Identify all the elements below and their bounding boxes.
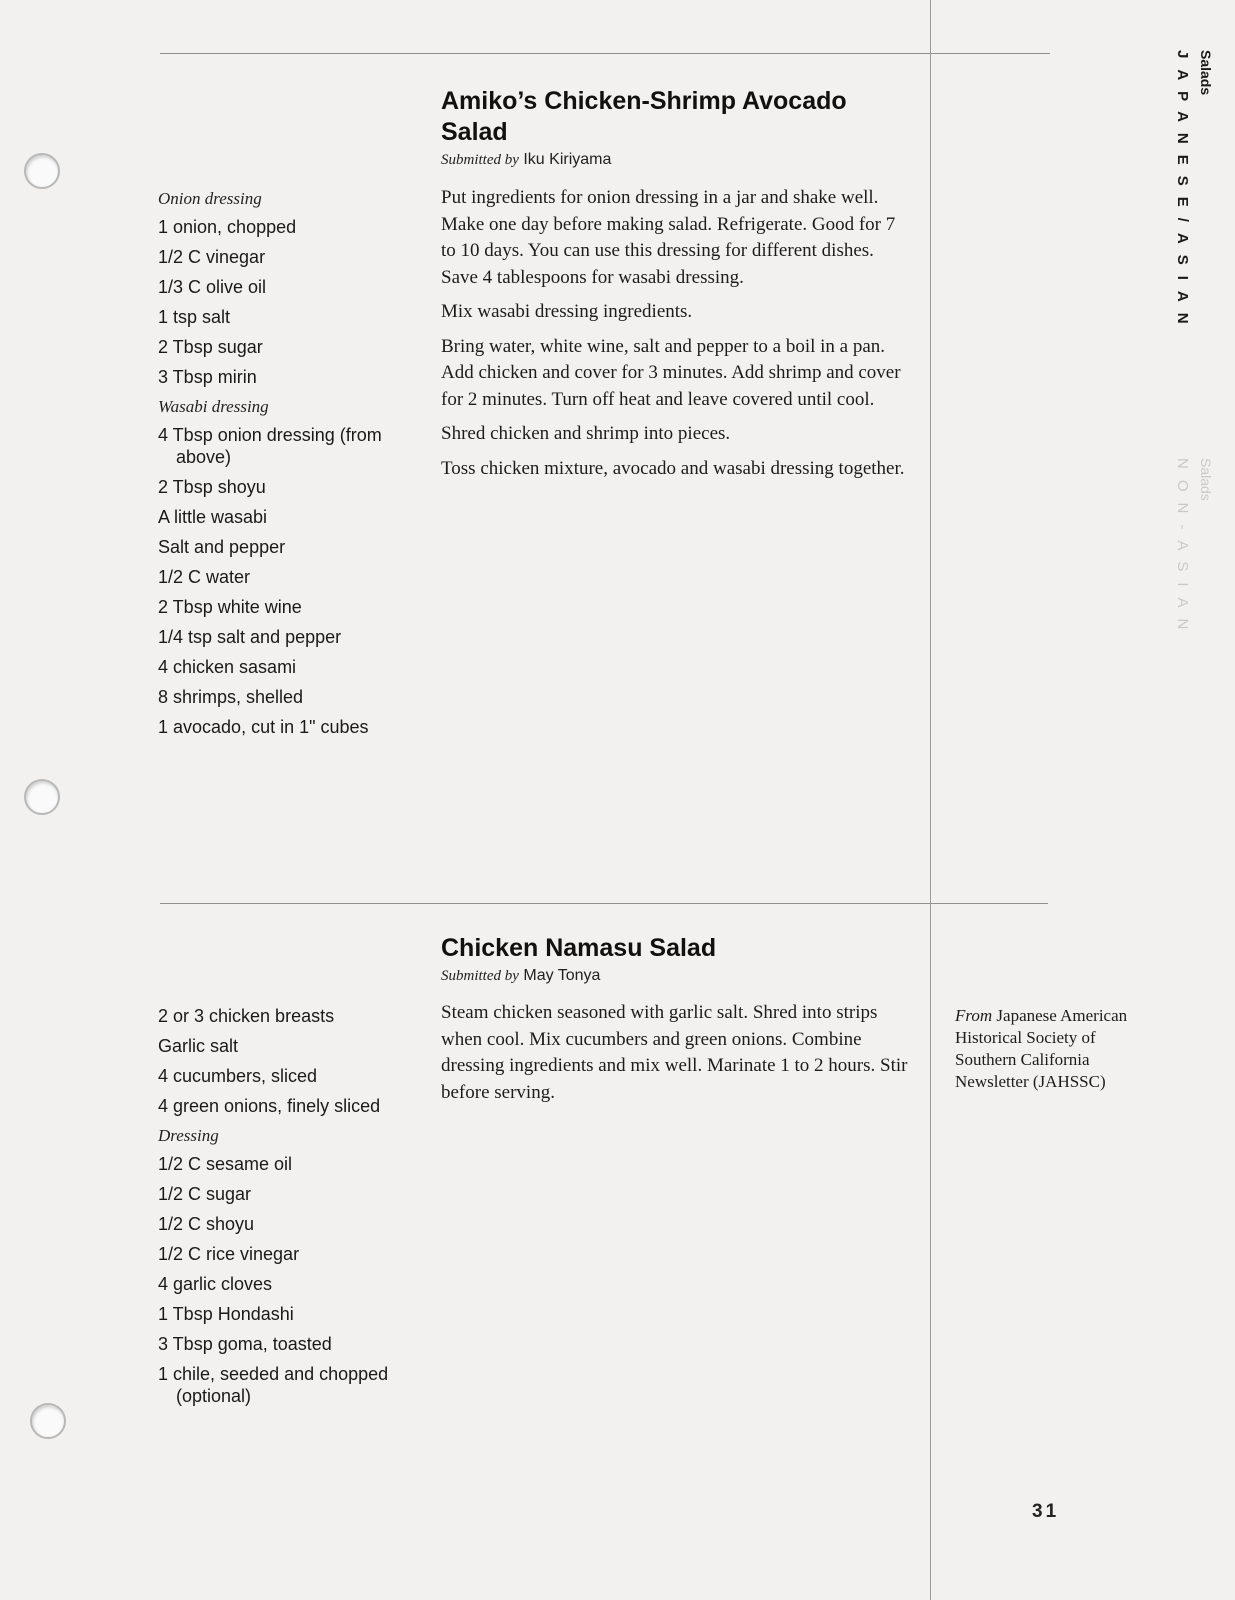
binder-hole [30,1403,66,1439]
ingredient-group [158,1005,438,1117]
ingredient-item: 8 shrimps, shelled [158,687,304,707]
ingredient-item: 1/2 C sugar [158,1184,252,1204]
tab-section: JAPANESE/ASIAN [1174,50,1191,335]
middle-rule [160,903,1048,904]
ingredient-group [158,566,438,738]
ingredient-item: 1 onion, chopped [158,217,297,237]
ingredient-group [158,1125,438,1407]
recipe-title: Amiko’s Chicken-Shrimp Avocado Salad [441,87,847,146]
method-step: Shred chicken and shrimp into pieces. [441,423,731,444]
ingredient-item: 1/3 C olive oil [158,277,267,297]
ingredient-group-label: Wasabi dressing [158,397,269,416]
source-text: Japanese American Historical Society of Southern California Newsletter (JAHSSC) [955,1006,1128,1091]
tab-category: Salads [1198,50,1214,96]
recipe-header [441,86,911,170]
ingredient-item: 4 cucumbers, sliced [158,1066,318,1086]
ingredient-group [158,396,438,558]
ingredient-item: 4 Tbsp onion dressing (from above) [158,425,382,467]
tab-category: Salads [1198,458,1214,501]
ingredient-item: 3 Tbsp mirin [158,367,257,387]
binder-hole [24,779,60,815]
submitted-by-label: Submitted by [441,152,519,168]
method-step: Steam chicken seasoned with garlic salt. Shred into strips when cool. Mix cucumbers and green onions. Combine dressing ingredients and mix well. Marinate 1 to 2 hours. Stir before serving. [441,1002,908,1103]
ingredient-group-label: Dressing [158,1126,219,1145]
source-from-label: From [955,1006,993,1025]
method-text [441,185,911,490]
ingredient-item: 4 green onions, finely sliced [158,1096,381,1116]
ingredient-group [158,188,438,388]
submitted-by-label: Submitted by [441,968,519,984]
ingredient-item: 1/2 C sesame oil [158,1154,293,1174]
ingredient-list [158,188,438,746]
ingredient-item: 1/2 C vinegar [158,247,266,267]
recipe-header [441,933,911,986]
section-tab-japanese-asian [1172,50,1212,430]
ingredient-item: Garlic salt [158,1036,239,1056]
ingredient-item: 1/2 C water [158,567,251,587]
method-step: Mix wasabi dressing ingredients. [441,301,693,322]
submitter-name: May Tonya [523,967,601,984]
method-text [441,1000,911,1114]
method-step: Toss chicken mixture, avocado and wasabi dressing together. [441,457,905,479]
tab-section: NON-ASIAN [1174,458,1191,641]
column-rule [930,0,931,1600]
ingredient-list [158,1003,438,1415]
ingredient-item: A little wasabi [158,507,268,527]
ingredient-item: 2 Tbsp sugar [158,337,263,357]
ingredient-group-label: Onion dressing [158,189,262,208]
method-step: Put ingredients for onion dressing in a jar and shake well. Make one day before making salad. Refrigerate. Good for 7 to 10 days. You can use this dressing for different dishes. Save 4 tablespoons for wasabi dressing. [441,187,896,288]
ingredient-item: 1/4 tsp salt and pepper [158,627,342,647]
submitted-by [441,150,911,170]
ingredient-item: 2 Tbsp shoyu [158,477,266,497]
ingredient-item: 1/2 C shoyu [158,1214,255,1234]
ingredient-item: 1/2 C rice vinegar [158,1244,300,1264]
ingredient-item: 1 chile, seeded and chopped (optional) [158,1364,389,1406]
top-rule [160,53,1050,54]
ingredient-item: 3 Tbsp goma, toasted [158,1334,332,1354]
section-tab-non-asian [1172,458,1212,838]
ingredient-item: 2 or 3 chicken breasts [158,1006,335,1026]
recipe-title: Chicken Namasu Salad [441,934,717,962]
method-step: Bring water, white wine, salt and pepper to a boil in a pan. Add chicken and cover for 3 minutes. Add shrimp and cover for 2 minutes. Turn off heat and leave covered until cool. [441,335,901,410]
source-note [955,1005,1140,1093]
ingredient-item: 4 chicken sasami [158,657,297,677]
ingredient-item: 1 Tbsp Hondashi [158,1304,294,1324]
submitted-by [441,966,911,986]
ingredient-item: 4 garlic cloves [158,1274,273,1294]
ingredient-item: Salt and pepper [158,537,286,557]
ingredient-item: 2 Tbsp white wine [158,597,302,617]
binder-hole [24,153,60,189]
submitter-name: Iku Kiriyama [523,151,612,168]
ingredient-item: 1 tsp salt [158,307,231,327]
ingredient-item: 1 avocado, cut in 1" cubes [158,717,369,737]
page-number: 31 [1032,1501,1060,1522]
